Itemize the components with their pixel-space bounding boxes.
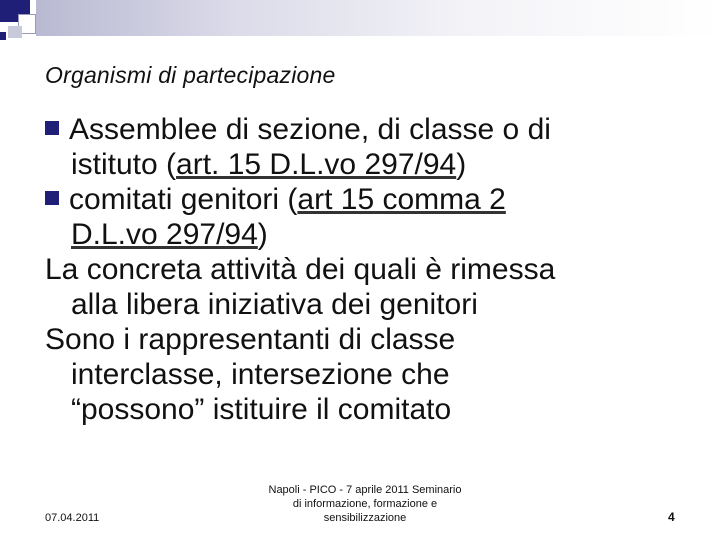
bullet-lead: comitati genitori	[69, 183, 280, 216]
paragraph-line: alla libera iniziativa dei genitori	[71, 288, 478, 321]
paragraph-line: La concreta attività dei quali è rimessa	[45, 253, 556, 286]
bullet-item-comitati	[45, 182, 685, 217]
header-gradient-band	[36, 0, 720, 36]
law-reference-link[interactable]: D.L.vo 297/94	[71, 218, 258, 251]
square-bullet-icon	[45, 191, 59, 205]
decor-square-light	[8, 26, 22, 38]
slide-body	[45, 112, 685, 427]
bullet-text: )	[257, 218, 268, 251]
footer-caption-line: sensibilizzazione	[323, 512, 407, 524]
law-reference-link[interactable]: art. 15 D.L.vo 297/94	[176, 148, 457, 181]
bullet-lead: Assemblee	[69, 113, 218, 146]
bullet-text: )	[456, 148, 467, 181]
paragraph-line: “possono” istituire il comitato	[71, 393, 452, 426]
bullet-item-assemblee	[45, 112, 685, 147]
bullet-text: di sezione, di classe o di	[217, 113, 551, 146]
square-bullet-icon	[45, 121, 59, 135]
paragraph-line: interclasse, intersezione che	[71, 358, 450, 391]
footer-caption-line: Napoli - PICO - 7 aprile 2011 Seminario	[268, 484, 462, 496]
law-reference-link[interactable]: art 15 comma 2	[297, 183, 506, 216]
bullet-text: (	[279, 183, 298, 216]
footer-date: 07.04.2011	[45, 512, 100, 524]
page-number: 4	[668, 510, 675, 524]
bullet-item-comitati-cont	[45, 217, 685, 252]
footer-caption	[240, 483, 490, 525]
footer-caption-line: di informazione, formazione e	[292, 498, 438, 510]
decor-square-small	[0, 32, 6, 40]
paragraph-line: Sono i rappresentanti di classe	[45, 323, 456, 356]
bullet-text: istituto (	[71, 148, 177, 181]
bullet-item-assemblee-cont	[45, 147, 685, 182]
slide-title: Organismi di partecipazione	[45, 62, 336, 88]
